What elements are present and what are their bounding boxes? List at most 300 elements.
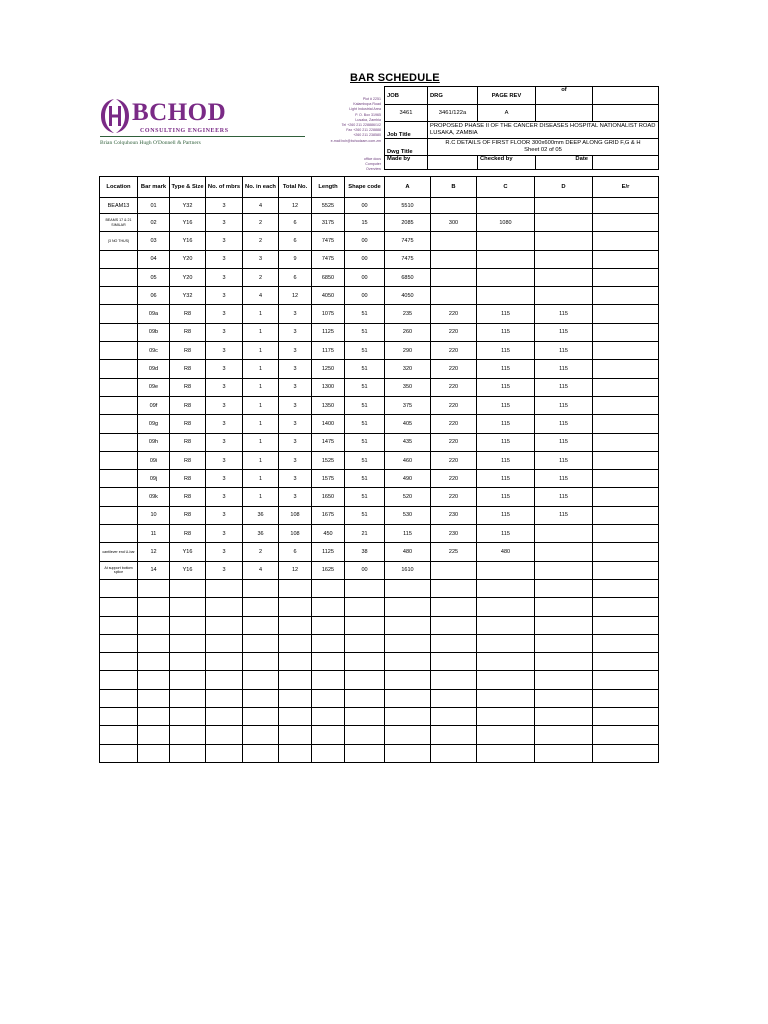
table-row bbox=[100, 396, 659, 414]
table-cell: 12 bbox=[279, 198, 312, 214]
location-cell bbox=[100, 415, 138, 433]
table-cell bbox=[593, 250, 659, 268]
dwg-title-label: Dwg Title bbox=[385, 139, 428, 156]
table-cell bbox=[312, 634, 345, 652]
table-cell bbox=[312, 579, 345, 597]
table-cell bbox=[593, 214, 659, 232]
table-cell: 115 bbox=[477, 305, 535, 323]
table-cell bbox=[170, 689, 206, 707]
table-row bbox=[100, 634, 659, 652]
column-header: Type & Size bbox=[170, 177, 206, 198]
table-cell: 15 bbox=[345, 214, 385, 232]
table-cell: 10 bbox=[138, 506, 170, 524]
table-cell: 115 bbox=[535, 433, 593, 451]
table-cell: 09b bbox=[138, 323, 170, 341]
table-cell bbox=[431, 561, 477, 579]
table-cell: 108 bbox=[279, 525, 312, 543]
table-cell bbox=[431, 726, 477, 744]
table-cell bbox=[593, 561, 659, 579]
table-cell: 00 bbox=[345, 250, 385, 268]
address-line: Kalambopa Road bbox=[353, 102, 381, 107]
table-cell bbox=[593, 543, 659, 561]
table-cell bbox=[279, 671, 312, 689]
location-cell bbox=[100, 488, 138, 506]
table-row bbox=[100, 726, 659, 744]
location-cell bbox=[100, 396, 138, 414]
table-row bbox=[100, 415, 659, 433]
table-cell bbox=[385, 579, 431, 597]
location-cell bbox=[100, 268, 138, 286]
table-cell bbox=[535, 232, 593, 250]
table-cell: 1 bbox=[243, 342, 279, 360]
table-cell bbox=[477, 598, 535, 616]
table-cell: 108 bbox=[279, 506, 312, 524]
table-cell: 7475 bbox=[312, 250, 345, 268]
table-cell: 115 bbox=[535, 415, 593, 433]
table-cell bbox=[385, 634, 431, 652]
table-cell bbox=[312, 744, 345, 762]
table-cell: 6850 bbox=[385, 268, 431, 286]
table-cell: 09e bbox=[138, 378, 170, 396]
table-cell bbox=[593, 671, 659, 689]
table-cell: Y16 bbox=[170, 232, 206, 250]
table-cell bbox=[431, 671, 477, 689]
table-cell: R8 bbox=[170, 433, 206, 451]
table-cell bbox=[170, 579, 206, 597]
table-cell bbox=[535, 287, 593, 305]
table-row bbox=[100, 543, 659, 561]
table-cell: 115 bbox=[535, 342, 593, 360]
table-cell: 3 bbox=[206, 525, 243, 543]
table-cell bbox=[535, 561, 593, 579]
table-cell: 300 bbox=[431, 214, 477, 232]
table-cell: 6850 bbox=[312, 268, 345, 286]
table-cell: 1400 bbox=[312, 415, 345, 433]
table-cell: 11 bbox=[138, 525, 170, 543]
table-cell bbox=[431, 653, 477, 671]
table-cell: 51 bbox=[345, 396, 385, 414]
table-cell bbox=[593, 579, 659, 597]
table-cell bbox=[138, 579, 170, 597]
table-cell: 51 bbox=[345, 451, 385, 469]
table-cell bbox=[170, 634, 206, 652]
table-cell bbox=[206, 598, 243, 616]
table-cell: 51 bbox=[345, 323, 385, 341]
table-cell bbox=[243, 634, 279, 652]
table-cell: 115 bbox=[535, 488, 593, 506]
table-cell bbox=[206, 671, 243, 689]
table-cell: Y32 bbox=[170, 198, 206, 214]
table-cell bbox=[243, 616, 279, 634]
table-cell: 3 bbox=[206, 287, 243, 305]
table-row bbox=[100, 470, 659, 488]
location-cell: (3 NO THUS) bbox=[100, 232, 138, 250]
table-cell bbox=[243, 598, 279, 616]
table-cell: 220 bbox=[431, 342, 477, 360]
table-cell: 220 bbox=[431, 451, 477, 469]
table-cell: 220 bbox=[431, 433, 477, 451]
table-row bbox=[100, 451, 659, 469]
table-row bbox=[100, 287, 659, 305]
table-cell: 1 bbox=[243, 323, 279, 341]
table-cell: R8 bbox=[170, 305, 206, 323]
table-cell: 5510 bbox=[385, 198, 431, 214]
table-cell bbox=[243, 689, 279, 707]
table-cell: R8 bbox=[170, 506, 206, 524]
table-cell bbox=[535, 598, 593, 616]
table-cell: 220 bbox=[431, 378, 477, 396]
location-cell bbox=[100, 305, 138, 323]
table-cell bbox=[243, 708, 279, 726]
table-row bbox=[100, 433, 659, 451]
table-cell bbox=[345, 689, 385, 707]
table-cell: 09h bbox=[138, 433, 170, 451]
page-title: BAR SCHEDULE bbox=[350, 72, 440, 84]
table-cell: 7475 bbox=[312, 232, 345, 250]
table-cell bbox=[593, 323, 659, 341]
table-cell: 115 bbox=[535, 323, 593, 341]
table-cell: 115 bbox=[535, 506, 593, 524]
location-cell bbox=[100, 689, 138, 707]
table-cell: 51 bbox=[345, 506, 385, 524]
table-cell bbox=[593, 305, 659, 323]
job-title-line: LUSAKA, ZAMBIA bbox=[430, 130, 478, 136]
table-cell: 4050 bbox=[385, 287, 431, 305]
table-row bbox=[100, 378, 659, 396]
location-cell bbox=[100, 360, 138, 378]
table-cell bbox=[385, 671, 431, 689]
table-cell bbox=[477, 268, 535, 286]
table-cell bbox=[170, 616, 206, 634]
table-cell: 3 bbox=[206, 470, 243, 488]
table-cell: 1175 bbox=[312, 342, 345, 360]
table-row bbox=[100, 342, 659, 360]
location-cell bbox=[100, 323, 138, 341]
table-cell bbox=[477, 671, 535, 689]
location-cell bbox=[100, 744, 138, 762]
table-cell: 3 bbox=[279, 433, 312, 451]
title-block bbox=[384, 86, 659, 170]
table-row bbox=[100, 653, 659, 671]
table-cell: 3 bbox=[279, 396, 312, 414]
table-cell bbox=[312, 689, 345, 707]
table-cell: 3 bbox=[279, 488, 312, 506]
table-cell: 1 bbox=[243, 488, 279, 506]
made-by-label: Made by bbox=[385, 156, 428, 170]
table-row bbox=[100, 525, 659, 543]
table-cell bbox=[593, 689, 659, 707]
table-cell bbox=[170, 708, 206, 726]
table-cell bbox=[593, 396, 659, 414]
table-cell bbox=[312, 598, 345, 616]
table-cell: 115 bbox=[477, 433, 535, 451]
table-cell bbox=[206, 653, 243, 671]
table-cell: 3 bbox=[206, 214, 243, 232]
table-cell: 05 bbox=[138, 268, 170, 286]
table-cell: 235 bbox=[385, 305, 431, 323]
table-cell: 36 bbox=[243, 525, 279, 543]
table-cell bbox=[312, 708, 345, 726]
table-cell: 450 bbox=[312, 525, 345, 543]
table-cell bbox=[593, 232, 659, 250]
table-cell: R8 bbox=[170, 360, 206, 378]
table-cell: 115 bbox=[477, 323, 535, 341]
table-cell: 1 bbox=[243, 470, 279, 488]
table-cell bbox=[385, 653, 431, 671]
table-cell bbox=[345, 653, 385, 671]
table-cell bbox=[593, 653, 659, 671]
table-cell: 1610 bbox=[385, 561, 431, 579]
table-cell: 460 bbox=[385, 451, 431, 469]
table-cell: 220 bbox=[431, 360, 477, 378]
table-cell: 115 bbox=[477, 360, 535, 378]
table-cell: 7475 bbox=[385, 232, 431, 250]
table-cell bbox=[593, 198, 659, 214]
table-cell: 1575 bbox=[312, 470, 345, 488]
location-cell bbox=[100, 671, 138, 689]
table-cell: 09c bbox=[138, 342, 170, 360]
table-cell bbox=[431, 250, 477, 268]
table-cell: 405 bbox=[385, 415, 431, 433]
job-value: 3461 bbox=[385, 105, 428, 122]
table-cell bbox=[243, 653, 279, 671]
table-cell: 3 bbox=[243, 250, 279, 268]
table-cell: 51 bbox=[345, 415, 385, 433]
checked-by-label: Checked by bbox=[478, 156, 536, 170]
table-cell: 375 bbox=[385, 396, 431, 414]
table-cell bbox=[206, 726, 243, 744]
address-line: P. O. Box 31965 bbox=[355, 112, 381, 117]
rev-value: A bbox=[478, 105, 536, 122]
table-cell bbox=[279, 708, 312, 726]
table-cell bbox=[345, 616, 385, 634]
table-cell: 2 bbox=[243, 268, 279, 286]
table-cell bbox=[312, 726, 345, 744]
table-cell bbox=[593, 378, 659, 396]
table-cell: 225 bbox=[431, 543, 477, 561]
table-cell: 220 bbox=[431, 323, 477, 341]
location-cell bbox=[100, 506, 138, 524]
table-row bbox=[100, 360, 659, 378]
table-cell bbox=[243, 579, 279, 597]
table-cell: 115 bbox=[535, 378, 593, 396]
table-cell: 1075 bbox=[312, 305, 345, 323]
table-row bbox=[100, 744, 659, 762]
table-cell: 6 bbox=[279, 214, 312, 232]
table-cell: 3 bbox=[206, 198, 243, 214]
location-cell bbox=[100, 287, 138, 305]
location-cell bbox=[100, 470, 138, 488]
table-cell: 6 bbox=[279, 543, 312, 561]
table-cell bbox=[206, 634, 243, 652]
table-cell: Y20 bbox=[170, 250, 206, 268]
table-cell bbox=[312, 616, 345, 634]
table-row bbox=[100, 214, 659, 232]
column-header: No. in each bbox=[243, 177, 279, 198]
bchod-logo-icon bbox=[100, 97, 130, 135]
table-cell: 115 bbox=[477, 378, 535, 396]
table-cell bbox=[535, 198, 593, 214]
column-header: C bbox=[477, 177, 535, 198]
table-cell bbox=[535, 689, 593, 707]
table-cell bbox=[138, 708, 170, 726]
table-cell: 3 bbox=[279, 451, 312, 469]
office-notes bbox=[328, 157, 381, 173]
table-cell: R8 bbox=[170, 323, 206, 341]
drg-value: 3461/122a bbox=[428, 105, 478, 122]
table-cell: 480 bbox=[385, 543, 431, 561]
table-cell: 1300 bbox=[312, 378, 345, 396]
table-cell: 01 bbox=[138, 198, 170, 214]
table-cell bbox=[138, 598, 170, 616]
table-cell bbox=[593, 268, 659, 286]
table-cell bbox=[345, 598, 385, 616]
table-cell bbox=[279, 689, 312, 707]
table-cell: 3 bbox=[206, 396, 243, 414]
location-cell bbox=[100, 634, 138, 652]
column-header: E/r bbox=[593, 177, 659, 198]
table-cell: 3 bbox=[206, 561, 243, 579]
table-cell bbox=[535, 671, 593, 689]
table-cell bbox=[477, 287, 535, 305]
table-row bbox=[100, 616, 659, 634]
table-cell bbox=[593, 726, 659, 744]
table-cell bbox=[138, 689, 170, 707]
table-cell: 115 bbox=[535, 470, 593, 488]
table-cell: 5525 bbox=[312, 198, 345, 214]
logo-subtitle: CONSULTING ENGINEERS bbox=[140, 128, 229, 134]
table-cell: 3 bbox=[206, 342, 243, 360]
table-cell: 1675 bbox=[312, 506, 345, 524]
table-cell: 1 bbox=[243, 360, 279, 378]
table-cell: 09i bbox=[138, 451, 170, 469]
logo-rule bbox=[100, 136, 305, 137]
location-cell bbox=[100, 451, 138, 469]
table-cell: 3 bbox=[206, 378, 243, 396]
table-cell bbox=[385, 598, 431, 616]
table-cell bbox=[477, 250, 535, 268]
table-cell: 38 bbox=[345, 543, 385, 561]
location-cell bbox=[100, 378, 138, 396]
table-cell: 2 bbox=[243, 214, 279, 232]
table-cell: 51 bbox=[345, 470, 385, 488]
table-cell bbox=[431, 287, 477, 305]
table-cell: 115 bbox=[385, 525, 431, 543]
location-cell bbox=[100, 708, 138, 726]
table-cell: 51 bbox=[345, 342, 385, 360]
date-label: Date bbox=[536, 156, 593, 170]
table-cell bbox=[385, 689, 431, 707]
table-cell bbox=[477, 708, 535, 726]
table-cell bbox=[477, 232, 535, 250]
table-cell bbox=[477, 616, 535, 634]
table-cell bbox=[477, 634, 535, 652]
table-cell: 230 bbox=[431, 506, 477, 524]
table-cell: R8 bbox=[170, 378, 206, 396]
table-header-row bbox=[100, 177, 659, 198]
table-cell bbox=[170, 653, 206, 671]
table-cell: R8 bbox=[170, 525, 206, 543]
table-cell bbox=[593, 616, 659, 634]
table-row bbox=[100, 506, 659, 524]
column-header: B bbox=[431, 177, 477, 198]
table-cell bbox=[431, 232, 477, 250]
table-cell: 3 bbox=[206, 506, 243, 524]
table-cell: 1125 bbox=[312, 323, 345, 341]
table-cell: 06 bbox=[138, 287, 170, 305]
table-cell: 4 bbox=[243, 287, 279, 305]
table-cell: 3 bbox=[279, 305, 312, 323]
table-cell: 3 bbox=[206, 268, 243, 286]
job-title-value bbox=[428, 122, 659, 139]
table-cell bbox=[535, 268, 593, 286]
blank-cell bbox=[593, 105, 659, 122]
table-row bbox=[100, 579, 659, 597]
table-cell: Y32 bbox=[170, 287, 206, 305]
of-label: of bbox=[536, 87, 593, 105]
table-cell: R8 bbox=[170, 470, 206, 488]
logo-brand: BCHOD bbox=[132, 99, 227, 126]
location-cell bbox=[100, 726, 138, 744]
table-cell: Y16 bbox=[170, 214, 206, 232]
column-header: Length bbox=[312, 177, 345, 198]
table-cell: 115 bbox=[477, 506, 535, 524]
table-cell: 00 bbox=[345, 232, 385, 250]
company-address bbox=[328, 97, 381, 144]
table-cell: 3 bbox=[279, 342, 312, 360]
table-cell bbox=[535, 634, 593, 652]
column-header: Bar mark bbox=[138, 177, 170, 198]
table-cell: 3 bbox=[279, 360, 312, 378]
table-cell: 2 bbox=[243, 543, 279, 561]
table-cell: 00 bbox=[345, 268, 385, 286]
table-cell bbox=[593, 488, 659, 506]
blank-cell bbox=[536, 105, 593, 122]
table-cell bbox=[535, 708, 593, 726]
table-cell: 4 bbox=[243, 561, 279, 579]
table-cell: 51 bbox=[345, 305, 385, 323]
table-cell bbox=[477, 653, 535, 671]
table-row bbox=[100, 488, 659, 506]
table-cell: 1250 bbox=[312, 360, 345, 378]
table-cell: 115 bbox=[477, 470, 535, 488]
location-cell bbox=[100, 525, 138, 543]
table-cell bbox=[593, 433, 659, 451]
table-cell bbox=[206, 744, 243, 762]
table-cell: 4 bbox=[243, 198, 279, 214]
table-cell bbox=[138, 726, 170, 744]
table-cell bbox=[345, 744, 385, 762]
table-cell: 04 bbox=[138, 250, 170, 268]
table-body bbox=[100, 198, 659, 763]
table-cell bbox=[431, 744, 477, 762]
table-cell: Y16 bbox=[170, 543, 206, 561]
location-cell: BEAM13 bbox=[100, 198, 138, 214]
table-cell: 36 bbox=[243, 506, 279, 524]
table-cell: 435 bbox=[385, 433, 431, 451]
table-cell: 12 bbox=[279, 561, 312, 579]
table-cell: 1350 bbox=[312, 396, 345, 414]
location-cell: cantilever end U-bar bbox=[100, 543, 138, 561]
column-header: Total No. bbox=[279, 177, 312, 198]
table-cell: 115 bbox=[477, 525, 535, 543]
table-cell: 3 bbox=[206, 232, 243, 250]
table-cell: 290 bbox=[385, 342, 431, 360]
table-cell: 9 bbox=[279, 250, 312, 268]
table-cell: Y16 bbox=[170, 561, 206, 579]
table-cell bbox=[206, 579, 243, 597]
table-cell: 115 bbox=[535, 396, 593, 414]
